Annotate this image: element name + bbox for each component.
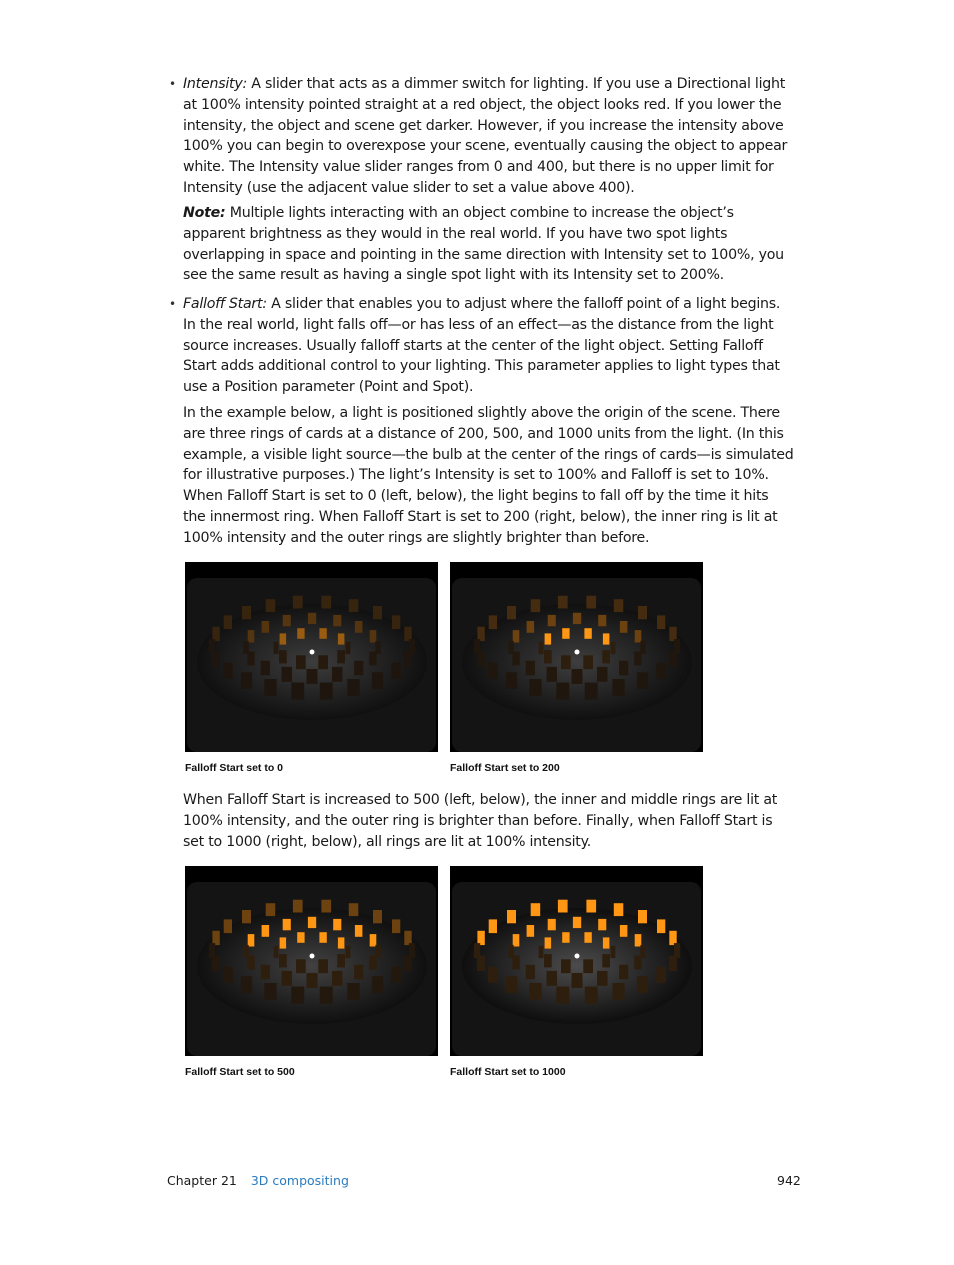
ring-card xyxy=(261,661,270,676)
bullet-falloff-start xyxy=(169,294,795,398)
ring-card xyxy=(280,633,287,644)
ring-card xyxy=(526,965,535,980)
ring-card xyxy=(620,621,628,633)
ring-card xyxy=(354,965,363,980)
ring-card xyxy=(242,910,251,923)
ring-card xyxy=(338,937,345,948)
ring-card xyxy=(562,628,569,639)
ring-card xyxy=(513,630,520,642)
ring-card xyxy=(307,973,318,988)
ring-card xyxy=(404,652,412,668)
ring-card xyxy=(266,599,276,612)
ring-card xyxy=(637,976,648,993)
ring-card xyxy=(611,642,616,654)
ring-card xyxy=(602,954,610,967)
ring-card xyxy=(332,971,343,986)
ring-card xyxy=(612,679,624,696)
ring-illustration xyxy=(450,866,703,1056)
ring-card xyxy=(308,613,316,624)
ring-card xyxy=(349,903,359,916)
ring-card xyxy=(297,628,304,639)
ring-card xyxy=(264,679,276,696)
ring-card xyxy=(548,615,556,626)
ring-illustration xyxy=(185,562,438,752)
ring-card xyxy=(333,919,341,930)
ring-card xyxy=(634,652,641,666)
ring-card xyxy=(561,655,571,669)
light-bulb xyxy=(310,650,315,655)
ring-card xyxy=(603,937,610,948)
ring-card xyxy=(527,925,535,937)
ring-card xyxy=(369,652,376,666)
ring-card xyxy=(319,628,326,639)
ring-card xyxy=(506,976,517,993)
ring-card xyxy=(283,615,291,626)
second-paragraph: When Falloff Start is increased to 500 (left, below), the inner and middle rings are lit at 100% intensity, and the outer ring is brighter than before. Finally, when Falloff Start is set to 1000 (right, below), all rings are lit at 100% intensity. xyxy=(183,792,778,850)
ring-card xyxy=(583,959,593,973)
ring-card xyxy=(657,615,665,629)
intensity-lead: Intensity: xyxy=(183,76,248,92)
ring-card xyxy=(212,652,220,668)
ring-card xyxy=(282,971,293,986)
ring-card xyxy=(241,672,252,689)
ring-card xyxy=(392,919,400,933)
ring-card xyxy=(573,613,581,624)
ring-card xyxy=(321,596,331,609)
ring-card xyxy=(223,663,233,679)
example-paragraph: In the example below, a light is positioned slightly above the origin of the scene. There are three rings of cards at a distance of 200, 500, and 1000 units from the light. (In this example, a visible light source—the bulb at the center of the rings of cards—is simulated for illustrative purposes.) The light’s Intensity is set to 100% and Falloff is set to 10%. When Falloff Start is set to 0 (left, below), the light begins to fall off by the time it hits the innermost ring. When Falloff Start is set to 200 (right, below), the inner ring is lit at 100% intensity and the outer rings are slightly brighter than before. xyxy=(183,405,794,546)
ring-card xyxy=(556,683,569,700)
ring-card xyxy=(545,633,552,644)
ring-card xyxy=(544,954,552,967)
ring-card xyxy=(354,661,363,676)
ring-card xyxy=(585,987,598,1004)
ring-card xyxy=(319,932,326,943)
ring-card xyxy=(320,987,333,1004)
ring-card xyxy=(562,932,569,943)
ring-card xyxy=(337,650,345,663)
ring-card xyxy=(247,956,254,970)
ring-card xyxy=(558,900,568,913)
ring-card xyxy=(370,630,377,642)
ring-card xyxy=(320,683,333,700)
ring-card xyxy=(280,937,287,948)
ring-card xyxy=(279,954,287,967)
ring-card xyxy=(583,655,593,669)
ring-card xyxy=(597,971,608,986)
caption-falloff-0: Falloff Start set to 0 xyxy=(185,762,284,774)
ring-card xyxy=(307,669,318,684)
falloff-lead: Falloff Start: xyxy=(183,296,267,312)
caption-falloff-1000: Falloff Start set to 1000 xyxy=(450,1066,566,1078)
ring-card xyxy=(297,932,304,943)
ring-card xyxy=(282,667,293,682)
ring-card xyxy=(391,967,401,983)
ring-card xyxy=(512,956,519,970)
ring-card xyxy=(526,661,535,676)
ring-card xyxy=(539,946,544,958)
ring-card xyxy=(404,627,411,641)
ring-card xyxy=(611,946,616,958)
footer-page-number: 942 xyxy=(777,1173,801,1188)
ring-card xyxy=(291,683,304,700)
bullet-marker: • xyxy=(169,297,177,311)
falloff-text: A slider that enables you to adjust where the falloff point of a light begins. In the real world, light falls off—or has less of an effect—as the distance from the light source increases. Usually falloff starts at the center of the light object. Setting Falloff Start adds additional control to your lighting. This parameter applies to light types that use a Position parameter (Point and Spot). xyxy=(183,296,781,396)
ring-card xyxy=(529,679,541,696)
ring-card xyxy=(274,946,279,958)
ring-card xyxy=(264,983,276,1000)
ring-card xyxy=(619,661,628,676)
ring-card xyxy=(477,652,485,668)
ring-card xyxy=(669,652,677,668)
ring-card xyxy=(669,956,677,972)
ring-card xyxy=(373,910,382,923)
ring-card xyxy=(637,672,648,689)
ring-card xyxy=(392,615,400,629)
figure-falloff-1000 xyxy=(450,866,703,1056)
ring-card xyxy=(346,642,351,654)
ring-card xyxy=(638,606,647,619)
ring-card xyxy=(547,971,558,986)
ring-card xyxy=(585,683,598,700)
ring-card xyxy=(527,621,535,633)
ring-card xyxy=(507,910,516,923)
ring-card xyxy=(274,642,279,654)
ring-card xyxy=(669,931,676,945)
ring-card xyxy=(531,903,541,916)
figure-falloff-500 xyxy=(185,866,438,1056)
ring-card xyxy=(561,959,571,973)
second-block xyxy=(183,790,795,852)
bullet-marker: • xyxy=(169,77,177,91)
note-lead: Note: xyxy=(183,205,226,221)
ring-card xyxy=(262,925,270,937)
ring-card xyxy=(544,650,552,663)
ring-card xyxy=(293,596,303,609)
ring-card xyxy=(404,931,411,945)
footer-chapter xyxy=(167,1173,349,1188)
ring-card xyxy=(266,903,276,916)
ring-card xyxy=(603,633,610,644)
ring-card xyxy=(283,919,291,930)
footer-chapter-link[interactable]: 3D compositing xyxy=(250,1173,349,1188)
ring-card xyxy=(247,652,254,666)
ring-card xyxy=(614,599,624,612)
ring-card xyxy=(347,983,359,1000)
ring-card xyxy=(669,627,676,641)
ring-card xyxy=(242,606,251,619)
ring-card xyxy=(612,983,624,1000)
figure-falloff-0 xyxy=(185,562,438,752)
ring-card xyxy=(657,919,665,933)
ring-card xyxy=(539,642,544,654)
ring-card xyxy=(261,965,270,980)
ring-illustration xyxy=(185,866,438,1056)
light-bulb xyxy=(575,650,580,655)
ring-card xyxy=(513,934,520,946)
ring-card xyxy=(620,925,628,937)
ring-card xyxy=(369,956,376,970)
ring-card xyxy=(293,900,303,913)
ring-card xyxy=(318,959,328,973)
ring-card xyxy=(489,919,497,933)
ring-card xyxy=(529,983,541,1000)
ring-card xyxy=(635,630,642,642)
ring-card xyxy=(291,987,304,1004)
ring-card xyxy=(333,615,341,626)
ring-card xyxy=(598,615,606,626)
ring-card xyxy=(635,934,642,946)
ring-card xyxy=(355,621,363,633)
ring-card xyxy=(547,667,558,682)
ring-card xyxy=(318,655,328,669)
ring-card xyxy=(262,621,270,633)
ring-card xyxy=(531,599,541,612)
ring-card xyxy=(512,652,519,666)
ring-card xyxy=(584,932,591,943)
ring-card xyxy=(349,599,359,612)
ring-card xyxy=(224,615,232,629)
ring-card xyxy=(638,910,647,923)
ring-card xyxy=(477,627,484,641)
footer-chapter-number: Chapter 21 xyxy=(167,1173,237,1188)
ring-card xyxy=(404,956,412,972)
ring-card xyxy=(573,917,581,928)
ring-card xyxy=(488,663,498,679)
ring-card xyxy=(370,934,377,946)
ring-card xyxy=(212,956,220,972)
ring-card xyxy=(347,679,359,696)
ring-card xyxy=(296,655,306,669)
ring-card xyxy=(558,596,568,609)
ring-card xyxy=(372,672,383,689)
light-bulb xyxy=(310,954,315,959)
ring-card xyxy=(279,650,287,663)
ring-card xyxy=(586,900,596,913)
ring-card xyxy=(584,628,591,639)
ring-card xyxy=(597,667,608,682)
ring-card xyxy=(373,606,382,619)
ring-card xyxy=(634,956,641,970)
ring-card xyxy=(477,956,485,972)
ring-card xyxy=(489,615,497,629)
ring-card xyxy=(586,596,596,609)
ring-card xyxy=(321,900,331,913)
ring-card xyxy=(477,931,484,945)
ring-card xyxy=(548,919,556,930)
note-text: Multiple lights interacting with an object combine to increase the object’s apparent brightness as they would in the real world. If you have two spot lights overlapping in space and pointing in the same direction with Intensity set to 100%, you see the same result as having a single spot light with its Intensity set to 200%. xyxy=(183,205,784,284)
ring-card xyxy=(248,630,255,642)
ring-card xyxy=(241,976,252,993)
ring-card xyxy=(372,976,383,993)
ring-card xyxy=(602,650,610,663)
ring-card xyxy=(619,965,628,980)
light-bulb xyxy=(575,954,580,959)
note-paragraph xyxy=(183,203,795,286)
note-block xyxy=(183,203,795,286)
ring-card xyxy=(572,669,583,684)
ring-card xyxy=(572,973,583,988)
ring-card xyxy=(506,672,517,689)
ring-card xyxy=(308,917,316,928)
ring-card xyxy=(656,663,666,679)
caption-falloff-200: Falloff Start set to 200 xyxy=(450,762,560,774)
ring-card xyxy=(296,959,306,973)
ring-card xyxy=(556,987,569,1004)
example-block xyxy=(183,403,795,549)
ring-card xyxy=(598,919,606,930)
ring-card xyxy=(332,667,343,682)
figure-falloff-200 xyxy=(450,562,703,752)
ring-card xyxy=(507,606,516,619)
ring-card xyxy=(223,967,233,983)
falloff-paragraph xyxy=(183,294,795,398)
ring-card xyxy=(337,954,345,967)
ring-card xyxy=(346,946,351,958)
ring-card xyxy=(212,627,219,641)
ring-card xyxy=(224,919,232,933)
caption-falloff-500: Falloff Start set to 500 xyxy=(185,1066,295,1078)
ring-card xyxy=(614,903,624,916)
bullet-intensity xyxy=(169,74,795,199)
ring-card xyxy=(248,934,255,946)
ring-card xyxy=(545,937,552,948)
ring-card xyxy=(391,663,401,679)
ring-illustration xyxy=(450,562,703,752)
ring-card xyxy=(488,967,498,983)
ring-card xyxy=(212,931,219,945)
ring-card xyxy=(355,925,363,937)
ring-card xyxy=(338,633,345,644)
intensity-paragraph xyxy=(183,74,795,199)
ring-card xyxy=(656,967,666,983)
intensity-text: A slider that acts as a dimmer switch for lighting. If you use a Directional light at 100% intensity pointed straight at a red object, the object looks red. If you lower the intensity, the object and scene get darker. However, if you increase the intensity above 100% you can begin to overexpose your scene, eventually causing the object to appear white. The Intensity value slider ranges from 0 and 400, but there is no upper limit for Intensity (use the adjacent value slider to set a value above 400). xyxy=(183,76,788,196)
